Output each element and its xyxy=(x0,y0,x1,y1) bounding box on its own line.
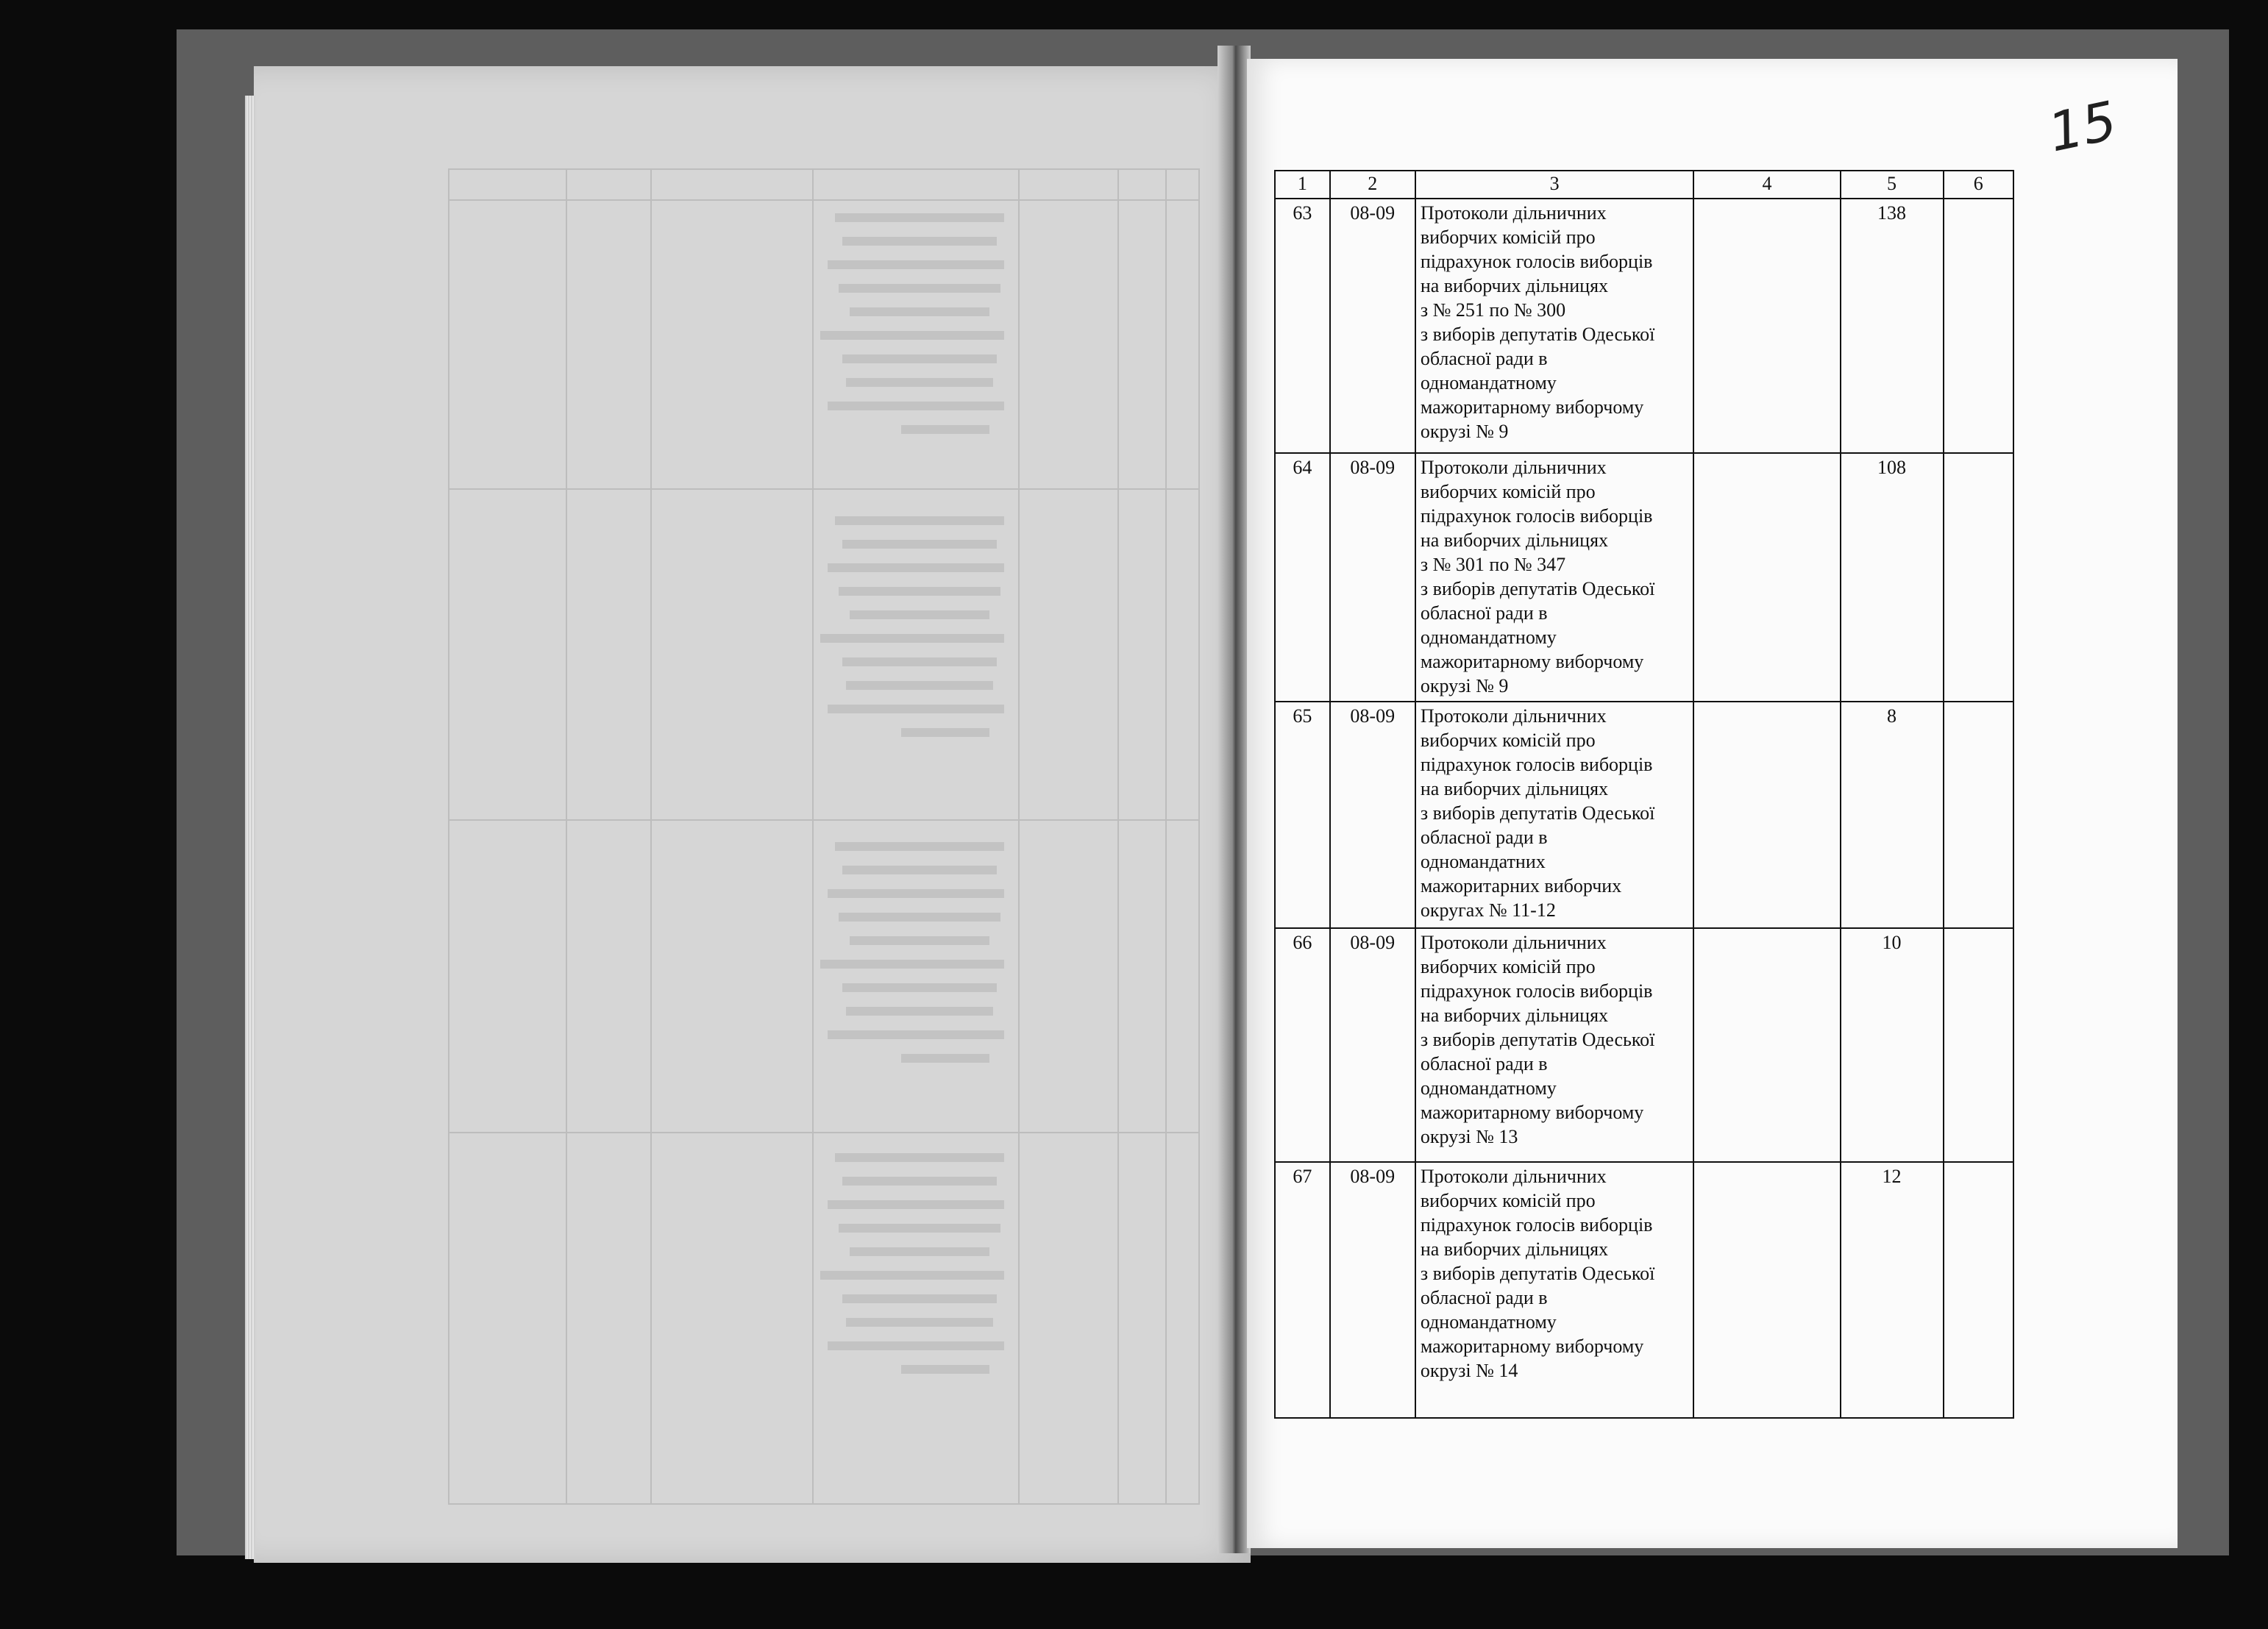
row-col4 xyxy=(1693,453,1840,702)
row-title: Протоколи дільничних виборчих комісій про підрахунок голосів виборців на виборчих дільницях з № 251 по № 300 з виборів депутатів Одеської обласної ради в одномандатному мажоритарному виборчому окрузі № 9 xyxy=(1415,199,1694,453)
row-number: 63 xyxy=(1275,199,1330,453)
column-header: 2 xyxy=(1330,171,1415,199)
row-col6 xyxy=(1944,928,2013,1162)
row-date: 08-09 xyxy=(1330,702,1415,928)
row-date: 08-09 xyxy=(1330,199,1415,453)
table-row xyxy=(1275,1162,2013,1418)
table-row xyxy=(1275,702,2013,928)
row-col6 xyxy=(1944,453,2013,702)
column-header: 3 xyxy=(1415,171,1694,199)
column-header: 6 xyxy=(1944,171,2013,199)
row-count: 138 xyxy=(1841,199,1944,453)
row-col4 xyxy=(1693,1162,1840,1418)
row-number: 64 xyxy=(1275,453,1330,702)
row-date: 08-09 xyxy=(1330,453,1415,702)
row-date: 08-09 xyxy=(1330,1162,1415,1418)
row-col4 xyxy=(1693,199,1840,453)
table-header-row xyxy=(1275,171,2013,199)
table-row xyxy=(1275,199,2013,453)
row-count: 108 xyxy=(1841,453,1944,702)
row-date: 08-09 xyxy=(1330,928,1415,1162)
row-count: 10 xyxy=(1841,928,1944,1162)
row-title: Протоколи дільничних виборчих комісій про підрахунок голосів виборців на виборчих дільницях з № 301 по № 347 з виборів депутатів Одеської обласної ради в одномандатному мажоритарному виборчому окрузі № 9 xyxy=(1415,453,1694,702)
book-gutter xyxy=(1217,46,1251,1553)
column-header: 5 xyxy=(1841,171,1944,199)
left-page xyxy=(254,66,1251,1563)
register-table xyxy=(1274,170,2014,1419)
row-title: Протоколи дільничних виборчих комісій про підрахунок голосів виборців на виборчих дільницях з виборів депутатів Одеської обласної ради в одномандатному мажоритарному виборчому окрузі № 14 xyxy=(1415,1162,1694,1418)
row-col6 xyxy=(1944,199,2013,453)
row-number: 66 xyxy=(1275,928,1330,1162)
row-number: 65 xyxy=(1275,702,1330,928)
row-title: Протоколи дільничних виборчих комісій про підрахунок голосів виборців на виборчих дільницях з виборів депутатів Одеської обласної ради в одномандатних мажоритарних виборчих округах № 11-12 xyxy=(1415,702,1694,928)
row-col4 xyxy=(1693,928,1840,1162)
column-header: 1 xyxy=(1275,171,1330,199)
row-col4 xyxy=(1693,702,1840,928)
row-col6 xyxy=(1944,1162,2013,1418)
table-row xyxy=(1275,453,2013,702)
row-number: 67 xyxy=(1275,1162,1330,1418)
row-count: 8 xyxy=(1841,702,1944,928)
row-col6 xyxy=(1944,702,2013,928)
row-title: Протоколи дільничних виборчих комісій про підрахунок голосів виборців на виборчих дільницях з виборів депутатів Одеської обласної ради в одномандатному мажоритарному виборчому окрузі № 13 xyxy=(1415,928,1694,1162)
table-row xyxy=(1275,928,2013,1162)
page-number: 15 xyxy=(2043,89,2122,164)
bleed-through-table xyxy=(254,66,1251,1563)
row-count: 12 xyxy=(1841,1162,1944,1418)
column-header: 4 xyxy=(1693,171,1840,199)
